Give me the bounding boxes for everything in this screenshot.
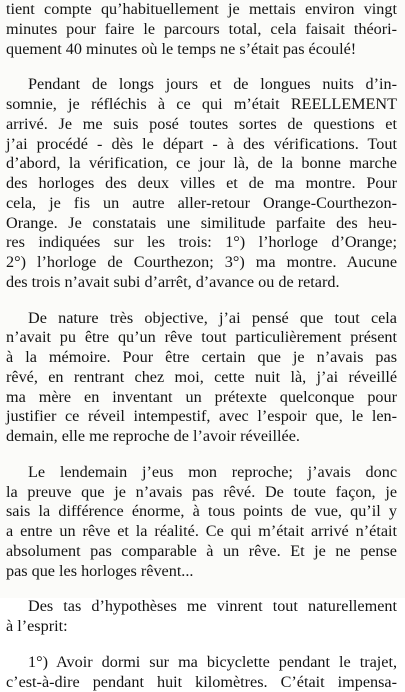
text-line: cela, je fis un autre aller-retour Orange-Courthezon-: [6, 194, 397, 214]
text-line: sais la différence énorme, à tous points de vue, qu’il y: [6, 502, 397, 522]
text-line: Le lendemain j’eus mon reproche; j’avais donc: [6, 463, 397, 483]
text-line: d’abord, la vérification, ce jour là, de la bonne marche: [6, 154, 397, 174]
text-line: la preuve que je n’avais pas rêvé. De toute façon, je: [6, 483, 397, 503]
text-line: demain, elle me reproche de l’avoir réveillée.: [6, 427, 397, 447]
text-line: res indiquées sur les trois: 1°) l’horloge d’Orange;: [6, 233, 397, 253]
text-line: c’est-à-dire pendant huit kilomètres. C’était impensa-: [6, 673, 397, 692]
paragraph-2: [6, 75, 397, 292]
body-text: [6, 0, 397, 692]
text-line: à la mémoire. Pour être certain que je n’avais pas: [6, 348, 397, 368]
text-line: pas que les horloges rêvent...: [6, 562, 397, 582]
text-line: De nature très objective, j’ai pensé que tout cela: [6, 309, 397, 329]
text-line: des trois n’avait subi d’arrêt, d’avance ou de retard.: [6, 273, 397, 293]
text-line: absolument pas comparable à un rêve. Et je ne pense: [6, 542, 397, 562]
paragraph-1: [6, 0, 397, 59]
text-line: Orange. Je constatais une similitude parfaite des heu-: [6, 214, 397, 234]
text-line: à l’esprit:: [6, 617, 397, 637]
text-line: a entre un rêve et la réalité. Ce qui m’était arrivé n’était: [6, 522, 397, 542]
text-line: n’avait pu être qu’un rêve tout particulièrement présent: [6, 328, 397, 348]
text-line: 2°) l’horloge de Courthezon; 3°) ma montre. Aucune: [6, 253, 397, 273]
text-line: Des tas d’hypothèses me vinrent tout naturellement: [6, 597, 397, 617]
text-line: minutes pour faire le parcours total, cela faisait théori-: [6, 20, 397, 40]
text-line: justifier ce réveil intempestif, avec l’espoir que, le len-: [6, 407, 397, 427]
text-line: rêvé, en rentrant chez moi, cette nuit là, j’ai réveillé: [6, 368, 397, 388]
text-line: tient compte qu’habituellement je mettais environ vingt: [6, 0, 397, 20]
text-line: arrivé. Je me suis posé toutes sortes de questions et: [6, 115, 397, 135]
text-line: des horloges des deux villes et de ma montre. Pour: [6, 174, 397, 194]
paragraph-4: [6, 463, 397, 582]
text-line: 1°) Avoir dormi sur ma bicyclette pendant le trajet,: [6, 653, 397, 673]
text-line: j’ai procédé - dès le départ - à des vérifications. Tout: [6, 135, 397, 155]
text-line: quement 40 minutes où le temps ne s’était pas écoulé!: [6, 40, 397, 60]
text-line: ma mère en inventant un prétexte quelconque pour: [6, 388, 397, 408]
text-line: somnie, je réfléchis à ce qui m’était REELLEMENT: [6, 95, 397, 115]
text-line: Pendant de longs jours et de longues nuits d’in-: [6, 75, 397, 95]
paragraph-5: [6, 597, 397, 637]
paragraph-3: [6, 309, 397, 447]
paragraph-6: [6, 653, 397, 692]
